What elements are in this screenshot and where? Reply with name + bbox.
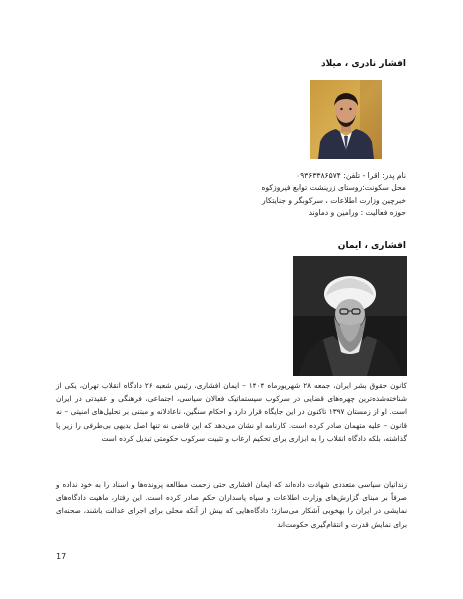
detail-line: نام پدر: اقرا - تلفن: ۰۹۳۶۳۳۸۶۵۷۴ — [296, 171, 406, 180]
entry-heading-milad: افشار نادری ، میلاد — [320, 59, 406, 69]
detail-line: حوزه فعالیت : ورامین و دماوند — [308, 207, 406, 217]
entry-heading-iman: افشاری ، ایمان — [337, 241, 406, 251]
portrait-milad-image — [310, 80, 382, 159]
portrait-photo-milad — [310, 80, 382, 159]
entry-details-milad — [106, 170, 406, 219]
portrait-photo-iman — [293, 256, 407, 376]
page-number: 17 — [56, 552, 67, 561]
entry-paragraph-iman-2: زندانیان سیاسی متعددی شهادت داده‌اند که ایمان افشاری حتی زحمت مطالعه پرونده‌ها و اسناد را به خود نداده و صرفاً بر مبنای گزارش‌های وزارت اطلاعات و سپاه پاسداران حکم صادر کرده است. این رفتار، ماهیت دادگاه‌های نمایشی در ایران را بهخوبی آشکار می‌سازد؛ دادگاه‌هایی که بیش از آنکه محلی برای اجرای عدالت باشند، صحنه‌ای برای نمایش قدرت و انتقام‌گیری حکومت‌اند — [56, 480, 407, 529]
detail-line: خبرچین وزارت اطلاعات ، سرکوبگر و جنایتکار — [262, 195, 406, 205]
detail-line: محل سکونت:روستای زرینشت توابع فیروزکوه — [261, 183, 406, 193]
portrait-iman-image — [293, 256, 407, 376]
entry-paragraph-iman-1: کانون حقوق بشر ایران، جمعه ۲۸ شهریورماه ۱۴۰۴ – ایمان افشاری، رئیس شعبه ۲۶ دادگاه انقلاب تهران، یکی از شناخته‌شده‌ترین چهره‌های قضایی در سرکوب سیستماتیک فعالان سیاسی، اجتماعی، فرهنگی و عقیدتی در ایران است. او از زمستان ۱۳۹۷ تاکنون در این جایگاه قرار دارد و احکام سنگین، ناعادلانه و مبتنی بر تحلیل‌های امنیتی – نه قانون – علیه متهمان صادر کرده است. کارنامه او نشان می‌دهد که این قاضی نه تنها اصل بدیهی بی‌طرفی را زیر پا گذاشته، بلکه دادگاه انقلاب را به ابزاری برای تحکیم ارعاب و تثبیت سرکوب حکومتی تبدیل کرده است — [56, 381, 408, 443]
